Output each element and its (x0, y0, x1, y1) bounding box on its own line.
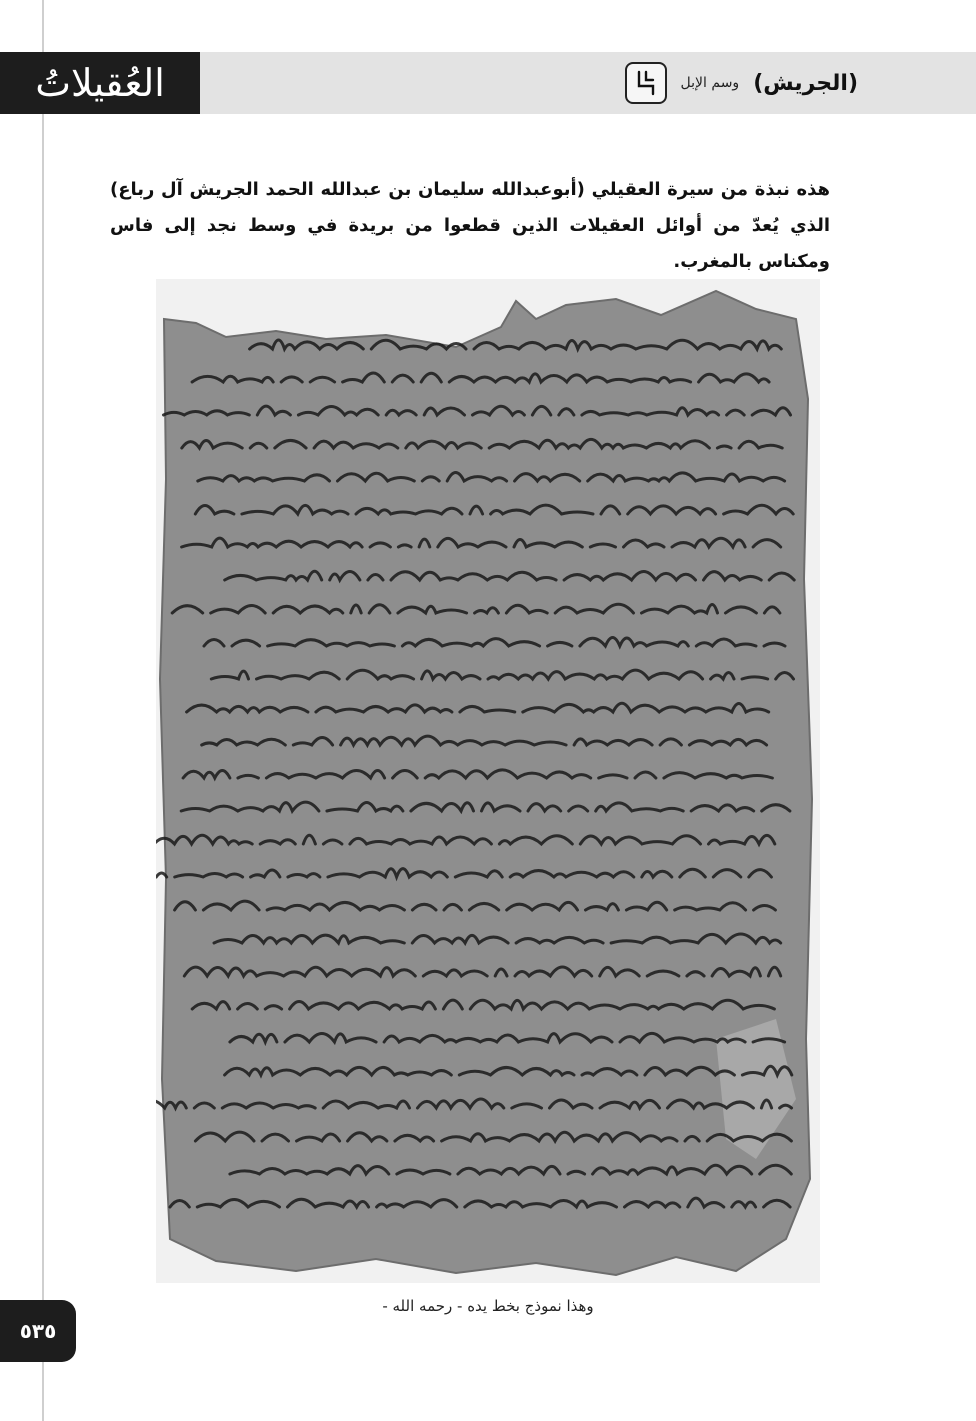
figure-caption: وهذا نموذج بخط يده - رحمه الله - (382, 1297, 594, 1315)
camel-brand-mark-icon (625, 62, 667, 104)
intro-paragraph: هذه نبذة من سيرة العقيلي (أبوعبدالله سليمان بن عبدالله الحمد الجريش آل رباع) الذي يُعدّ من أوائل العقيلات الذين قطعوا من بريدة في وسط نجد إلى فاس ومكناس بالمغرب. (110, 179, 830, 272)
handwritten-manuscript-image (156, 279, 820, 1283)
header-right (625, 60, 858, 106)
book-title: العُقيلاتُ (35, 61, 165, 105)
page-number: ٥٣٥ (0, 1300, 76, 1362)
chapter-subtitle: وسم الإبل (680, 75, 740, 91)
chapter-title: (الجريش) (753, 70, 858, 96)
book-title-box (0, 52, 200, 114)
page-margin-line (42, 0, 44, 1421)
